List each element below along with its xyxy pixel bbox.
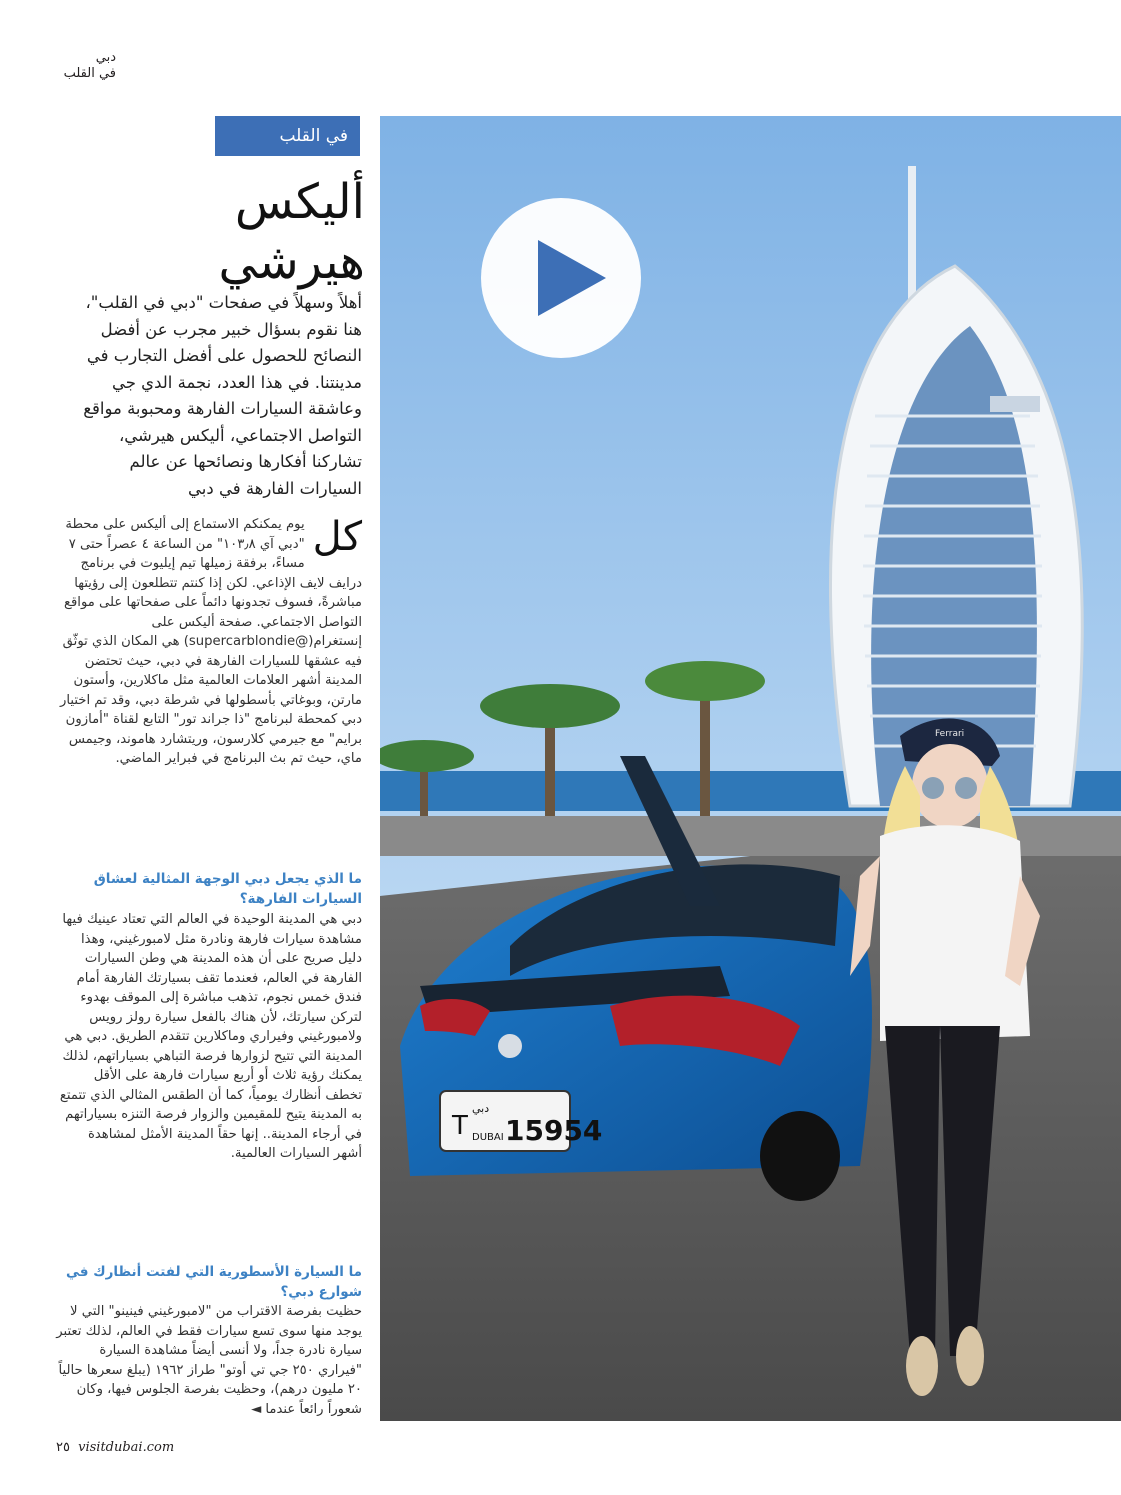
plate-letter: T (452, 1111, 468, 1141)
plate-arabic: دبي (472, 1102, 490, 1115)
intro-paragraph: أهلاً وسهلاً في صفحات "دبي في القلب"، هنا نقوم بسؤال خبير مجرب عن أفضل النصائح للحصول على أفضل التجارب في مدينتنا. في هذا العدد، نجمة الدي جي وعاشقة السيارات الفارهة ومحبوبة مواقع التواصل الاجتماعي، أليكس هيرشي، تشاركنا أفكارها ونصائحها عن عالم السيارات الفارهة في دبي (83, 293, 362, 498)
page-footer (56, 1440, 174, 1455)
body-paragraph-1: يوم يمكنكم الاستماع إلى أليكس على محطة "دبي آي ١٠٣٫٨" من الساعة ٤ عصراً حتى ٧ مساءً، برفقة زميلها تيم إيليوت في برنامج درايف لايف الإذاعي. لكن إذا كنتم تتطلعون إلى رؤيتها مباشرةً، فسوف تجدونها دائماً على صفحاتها على مواقع التواصل الاجتماعي. صفحة أليكس على إنستغرام(@supercarblondie) هي المكان الذي توثّق فيه عشقها للسيارات الفارهة في دبي، حيث تحتضن المدينة أشهر العلامات العالمية مثل ماكلارين، وأستون مارتن، وبوغاتي بأسطولها في شرطة دبي، وقد تم اختيار دبي كمحطة لبرنامج "ذا جراند تور" التابع لقناة "أمازون برايم" مع جيرمي كلارسون، وريتشارد هاموند، وجيمس ماي، حيث تم بث البرنامج في فبراير الماضي. (59, 517, 362, 766)
play-icon (478, 195, 644, 361)
masthead-line-2: في القلب (63, 66, 116, 81)
dropcap: كل (312, 514, 362, 560)
page-number: ٢٥ (56, 1440, 70, 1455)
masthead (56, 50, 116, 82)
video-play-button[interactable] (478, 195, 644, 361)
plate-city: DUBAI (472, 1132, 504, 1143)
section-tag: في القلب (215, 116, 360, 156)
subhead-1: ما الذي يجعل دبي الوجهة المثالية لعشاق السيارات الفارهة؟ (93, 871, 362, 907)
title-line-2: هيرشي (218, 234, 365, 290)
footer-url[interactable]: visitdubai.com (78, 1440, 175, 1455)
plate-number: 15954 (505, 1114, 603, 1147)
body-paragraph-3: حظيت بفرصة الاقتراب من "لامبورغيني فينينو" التي لا يوجد منها سوى تسع سيارات فقط في العالم، لذلك تعتبر سيارة نادرة جداً، ولا أنسى أيضاً مشاهدة السيارة "فيراري ٢٥٠ جي تي أوتو" طراز ١٩٦٢ (يبلغ سعرها حالياً ٢٠ مليون درهم)، وحظيت بفرصة الجلوس فيها، وكان شعوراً رائعاً عندما ◄ (56, 1304, 362, 1417)
page-title (150, 172, 365, 292)
masthead-line-1: دبي (95, 50, 116, 65)
body-paragraph-2: دبي هي المدينة الوحيدة في العالم التي تعتاد عينيك فيها مشاهدة سيارات فارهة ونادرة مثل لامبورغيني، وهذا دليل صريح على أن هذه المدينة هي وطن السيارات الفارهة في العالم، فعندما تقف بسيارتك الفارهة أمام فندق خمس نجوم، تذهب مباشرة إلى الموقف بهدوء لتركن سيارتك، لأن هناك بالفعل سيارة رولز رويس ولامبورغيني وفيراري وماكلارين تتقدم الطريق. دبي هي المدينة التي تتيح لزوارها فرصة التباهي بسياراتهم، لذلك يمكنك رؤية ثلاث أو أربع سيارات فارهة على الأقل تخطف أنظارك يومياً، كما أن الطقس المثالي الذي تتمتع به المدينة يتيح للمقيمين والزوار فرصة التنزه بسياراتهم في أرجاء المدينة.. إنها حقاً المدينة الأمثل لمشاهدة أشهر السيارات العالمية. (59, 912, 362, 1161)
body-section-1 (56, 515, 362, 769)
subhead-2: ما السيارة الأسطورية التي لفتت أنظارك في شوارع دبي؟ (66, 1264, 362, 1300)
title-line-1: أليكس (234, 174, 365, 230)
cap-text: Ferrari (935, 729, 965, 739)
